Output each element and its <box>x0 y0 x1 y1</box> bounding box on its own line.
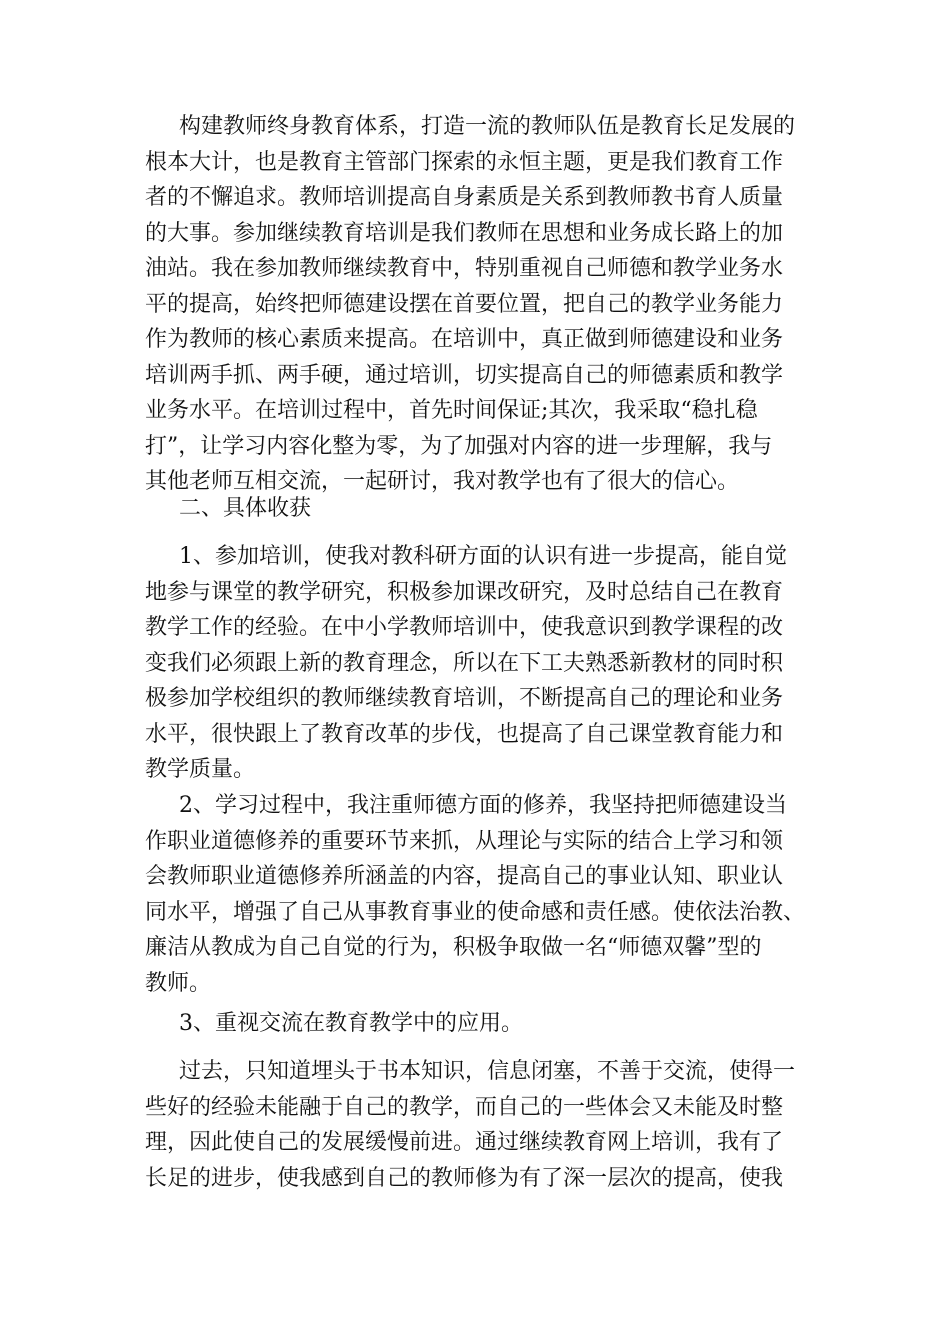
text-line: 水平，很快跟上了教育改革的步伐，也提高了自己课堂教育能力和 <box>145 721 784 747</box>
text-line: 培训两手抓、两手硬，通过培训，切实提高自己的师德素质和教学 <box>145 362 784 388</box>
section-heading-communication <box>145 1006 825 1042</box>
paragraph-teacher-education-system <box>145 109 825 500</box>
text-line: 平的提高，始终把师德建设摆在首要位置，把自己的教学业务能力 <box>145 291 784 317</box>
paragraph-gain-3-past <box>145 1054 825 1196</box>
text-line: 同水平，增强了自己从事教育事业的使命感和责任感。使依法治教、 <box>145 899 806 925</box>
text-line: 会教师职业道德修养所涵盖的内容，提高自己的事业认知、职业认 <box>145 864 784 889</box>
text-line: 2、学习过程中，我注重师德方面的修养，我坚持把师德建设当 <box>179 793 787 818</box>
text-line: 变我们必须跟上新的教育理念，所以在下工夫熟悉新教材的同时积 <box>145 650 784 676</box>
text-line: 的大事。参加继续教育培训是我们教师在思想和业务成长路上的加 <box>145 220 784 246</box>
section-heading-specific-gains <box>145 491 825 527</box>
text-line: 作职业道德修养的重要环节来抓，从理论与实际的结合上学习和领 <box>145 828 784 854</box>
text-line: 过去，只知道埋头于书本知识，信息闭塞，不善于交流，使得一 <box>179 1059 796 1084</box>
text-line: 1、参加培训，使我对教科研方面的认识有进一步提高，能自觉 <box>179 544 787 569</box>
heading-text: 二、具体收获 <box>179 496 312 521</box>
text-line: 教师。 <box>145 970 212 996</box>
text-line: 廉洁从教成为自己自觉的行为，积极争取做一名“师德双馨”型的 <box>145 935 762 960</box>
paragraph-gain-2-ethics <box>145 788 825 1001</box>
text-line: 其他老师互相交流，一起研讨，我对教学也有了很大的信心。 <box>145 469 740 494</box>
text-line: 构建教师终身教育体系，打造一流的教师队伍是教育长足发展的 <box>179 114 796 139</box>
text-line: 地参与课堂的教学研究，积极参加课改研究，及时总结自己在教育 <box>145 579 784 605</box>
text-line: 根本大计，也是教育主管部门探索的永恒主题，更是我们教育工作 <box>145 149 784 175</box>
paragraph-gain-1-research <box>145 539 825 788</box>
text-line: 理，因此使自己的发展缓慢前进。通过继续教育网上培训，我有了 <box>145 1130 784 1155</box>
text-line: 教学工作的经验。在中小学教师培训中，使我意识到教学课程的改 <box>145 615 784 640</box>
text-line: 业务水平。在培训过程中，首先时间保证;其次，我采取“稳扎稳 <box>145 398 758 423</box>
text-line: 极参加学校组织的教师继续教育培训，不断提高自己的理论和业务 <box>145 686 784 711</box>
text-line: 些好的经验未能融于自己的教学，而自己的一些体会又未能及时整 <box>145 1094 784 1120</box>
text-line: 油站。我在参加教师继续教育中，特别重视自己师德和教学业务水 <box>145 256 784 281</box>
text-line: 长足的进步，使我感到自己的教师修为有了深一层次的提高，使我 <box>145 1165 784 1191</box>
text-line: 教学质量。 <box>145 757 256 782</box>
heading-text: 3、重视交流在教育教学中的应用。 <box>179 1011 523 1036</box>
text-line: 打”，让学习内容化整为零，为了加强对内容的进一步理解，我与 <box>145 433 773 459</box>
text-line: 作为教师的核心素质来提高。在培训中，真正做到师德建设和业务 <box>145 327 784 352</box>
text-line: 者的不懈追求。教师培训提高自身素质是关系到教师教书育人质量 <box>145 185 784 210</box>
